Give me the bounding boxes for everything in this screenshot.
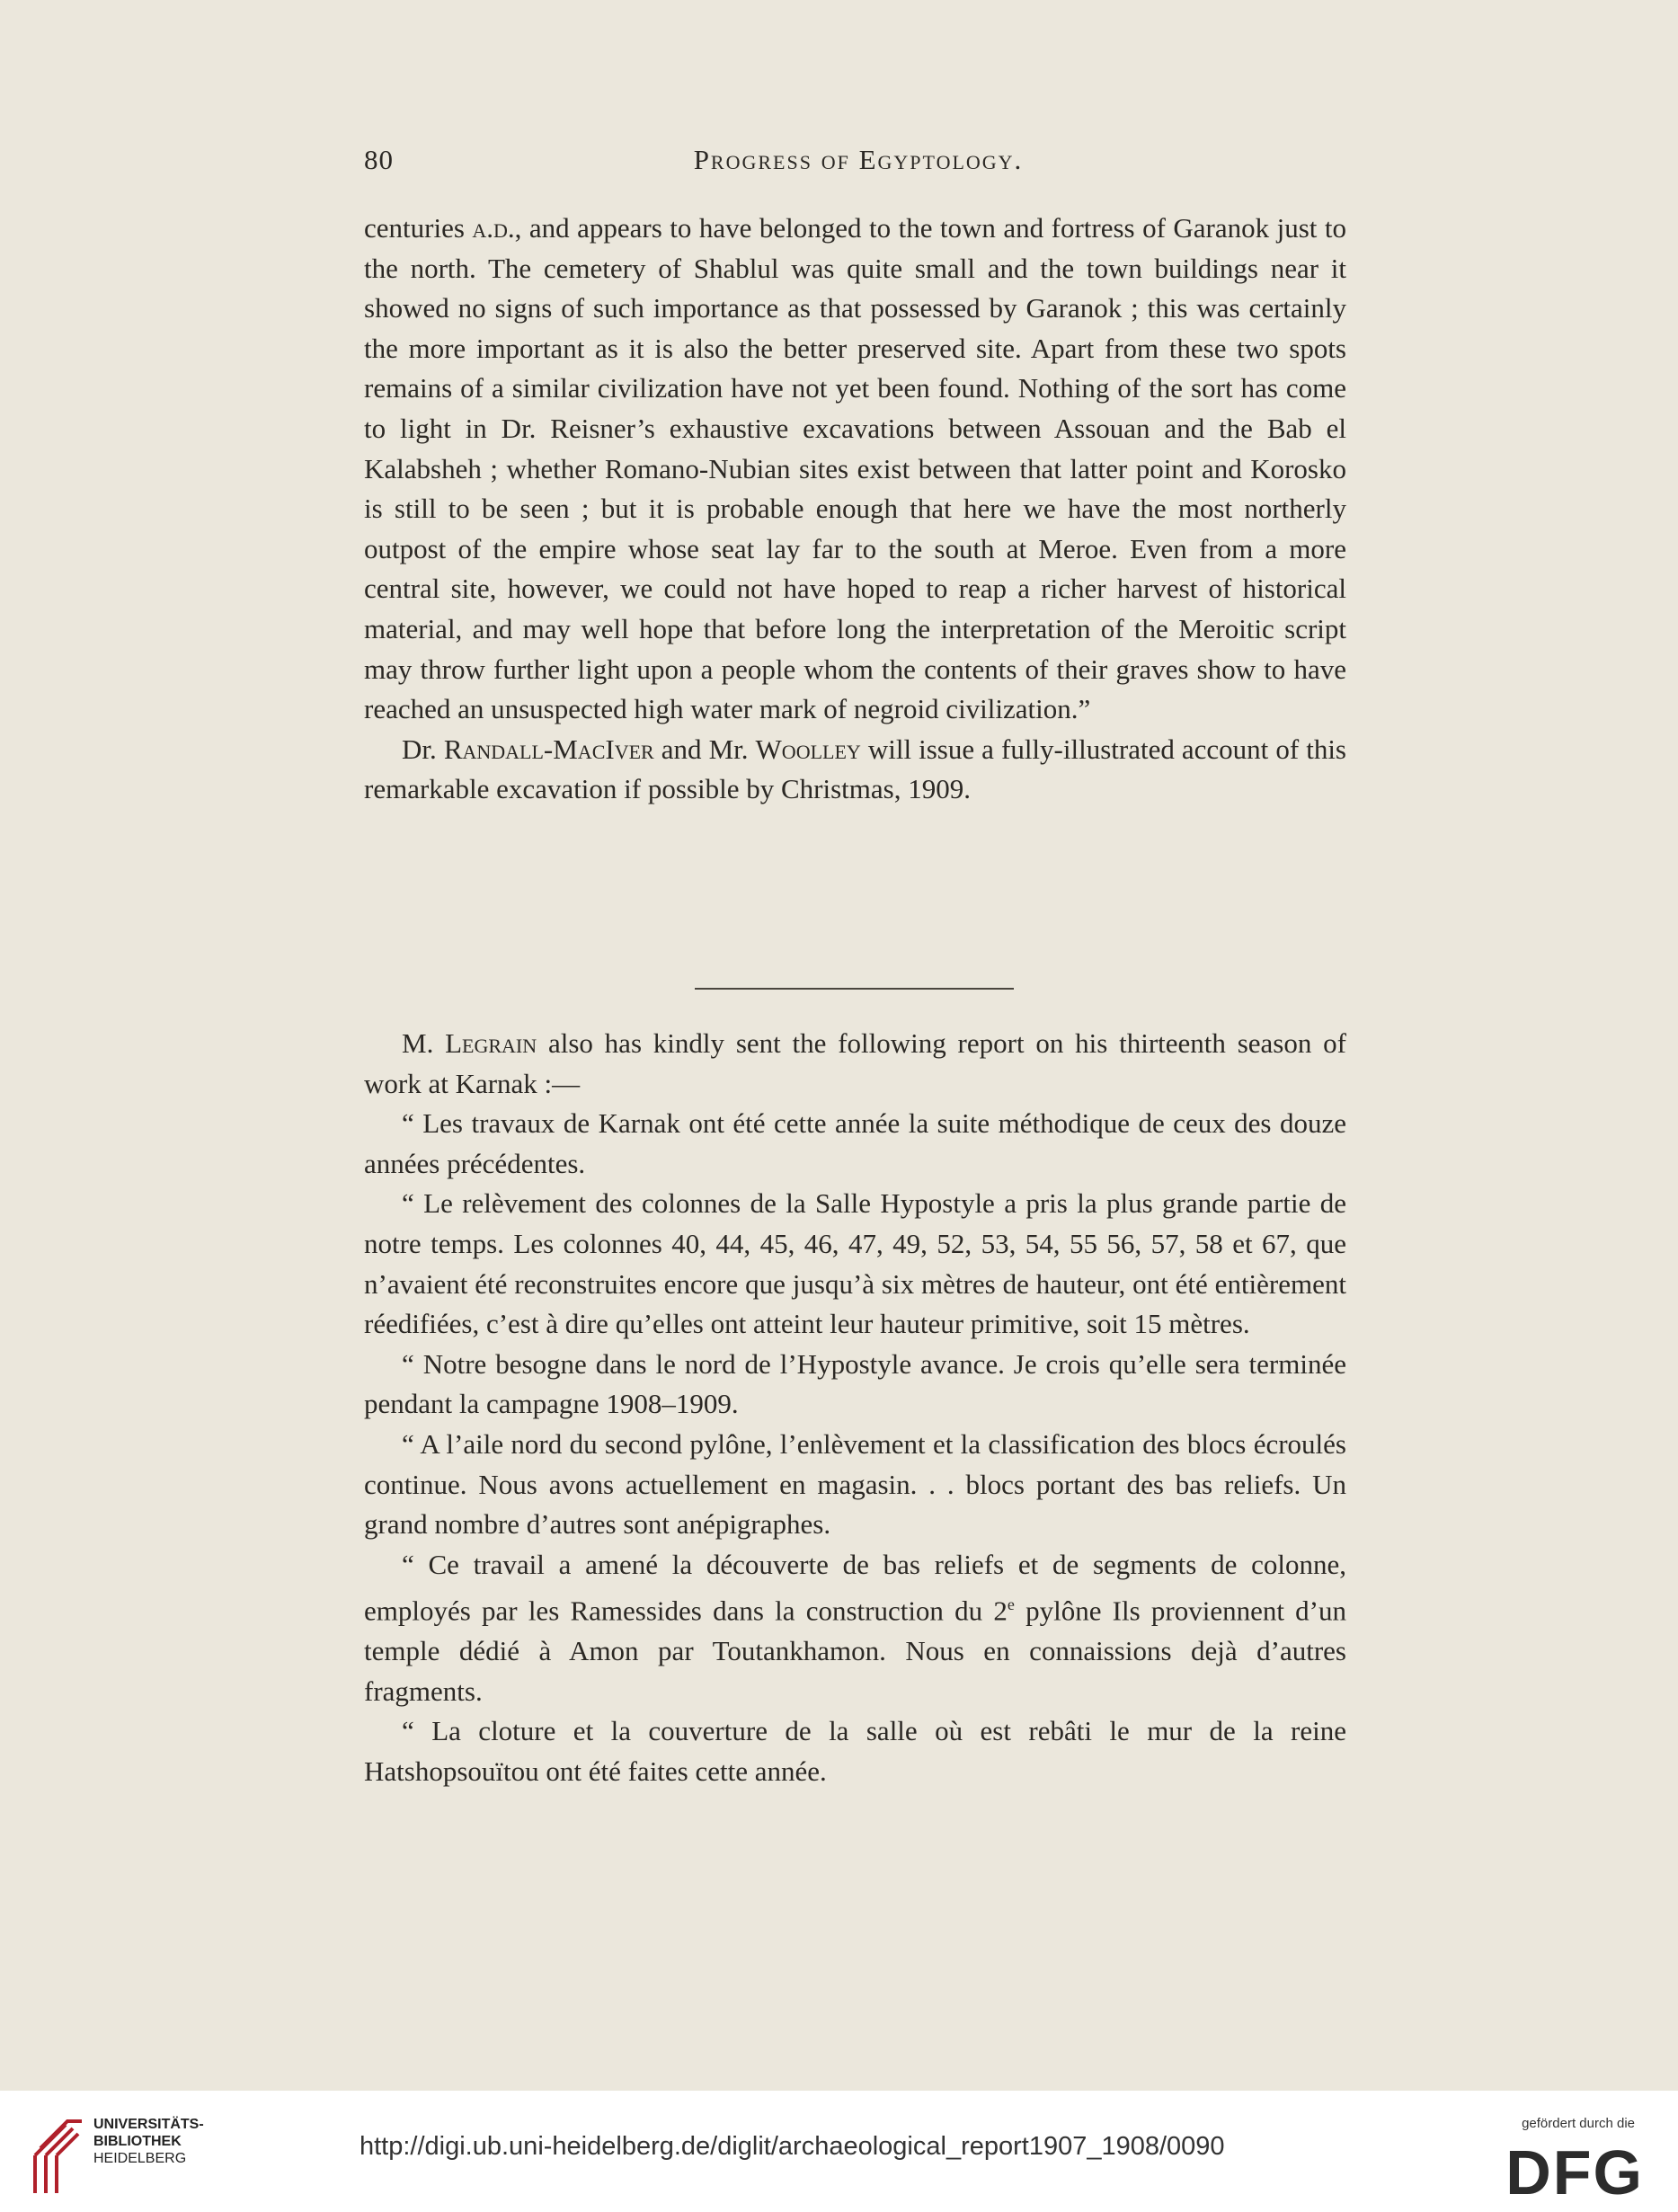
section-divider: [695, 988, 1014, 990]
library-name: UNIVERSITÄTS- BIBLIOTHEK HEIDELBERG: [93, 2117, 204, 2166]
running-head: [364, 144, 1353, 183]
author-name: Randall-MacIver: [443, 733, 654, 765]
running-title: Progress of Egyptology.: [693, 144, 1024, 175]
paragraph-quote: “ A l’aile nord du second pylône, l’enlèvement et la classification des blocs écroulés continue. Nous avons actuellement en magasin. . . blocs portant des bas reliefs. Un grand nombre d’autres sont anépigraphes.: [364, 1427, 1346, 1541]
paragraph-quote: “ Notre besogne dans le nord de l’Hypostyle avance. Je crois qu’elle sera terminée pendant la campagne 1908–1909.: [364, 1347, 1346, 1420]
paragraph-quote: “ Ce travail a amené la découverte de bas reliefs et de segments de colonne, employés par les Ramessides dans la construction du 2e pylône Ils proviennent d’un temple dédié à Amon par Toutankhamon. Nous en connaissions dejà d’autres fragments.: [364, 1548, 1347, 1707]
digitization-footer: [0, 2091, 1678, 2212]
dfg-logo: DFG: [1505, 2137, 1644, 2208]
paragraph-quote: “ Le relèvement des colonnes de la Salle Hypostyle a pris la plus grande partie de notre temps. Les colonnes 40, 44, 45, 46, 47, 49, 52, 53, 54, 55 56, 57, 58 et 67, que n’avaient été reconstruites encore que jusqu’à six mètres de hauteur, ont été entièrement réedifiées, c’est à dire qu’elles ont atteint leur hauteur primitive, soit 15 mètres.: [364, 1187, 1346, 1340]
text-block-upper: [364, 209, 1346, 810]
superscript: e: [1007, 1595, 1015, 1614]
university-library-logo-icon: [22, 2103, 100, 2199]
paragraph-legrain-intro: M. Legrain also has kindly sent the following report on his thirteenth season of work at Karnak :—: [364, 1027, 1346, 1099]
paragraph-quote: “ Les travaux de Karnak ont été cette année la suite méthodique de ceux des douze années précédentes.: [364, 1107, 1346, 1179]
funded-by-label: gefördert durch die: [1522, 2116, 1635, 2131]
paragraph-publication-note: Dr. Randall-MacIver and Mr. Woolley will issue a fully-illustrated account of this remarkable excavation if possible by Christmas, 1909.: [364, 733, 1346, 805]
paragraph-continuation: centuries a.d., and appears to have belonged to the town and fortress of Garanok just to the north. The cemetery of Shablul was quite small and the town buildings near it showed no signs of such importance as that possessed by Garanok ; this was certainly the more important as it is also the better preserved site. Apart from these two spots remains of a similar civilization have not yet been found. Nothing of the sort has come to light in Dr. Reisner’s exhaustive excavations between Assouan and the Bab el Kalabsheh ; whether Romano-Nubian sites exist between that latter point and Korosko is still to be seen ; but it is probable enough that here we have the most northerly outpost of the empire whose seat lay far to the south at Meroe. Even from a more central site, however, we could not have hoped to reap a richer harvest of historical material, and may well hope that before long the interpretation of the Meroitic script may throw further light upon a people whom the contents of their graves show to have reached an unsuspected high water mark of negroid civilization.”: [364, 212, 1346, 725]
paragraph-quote: “ La cloture et la couverture de la salle où est rebâti le mur de la reine Hatshopsouïtou ont été faites cette année.: [364, 1715, 1346, 1788]
era-abbreviation: a.d.: [472, 212, 515, 244]
page-number: 80: [364, 144, 394, 175]
author-name: Legrain: [445, 1027, 537, 1059]
permalink[interactable]: http://digi.ub.uni-heidelberg.de/diglit/archaeological_report1907_1908/0090: [360, 2132, 1225, 2161]
text-block-lower: [364, 1024, 1346, 1792]
author-name: Woolley: [755, 733, 861, 765]
